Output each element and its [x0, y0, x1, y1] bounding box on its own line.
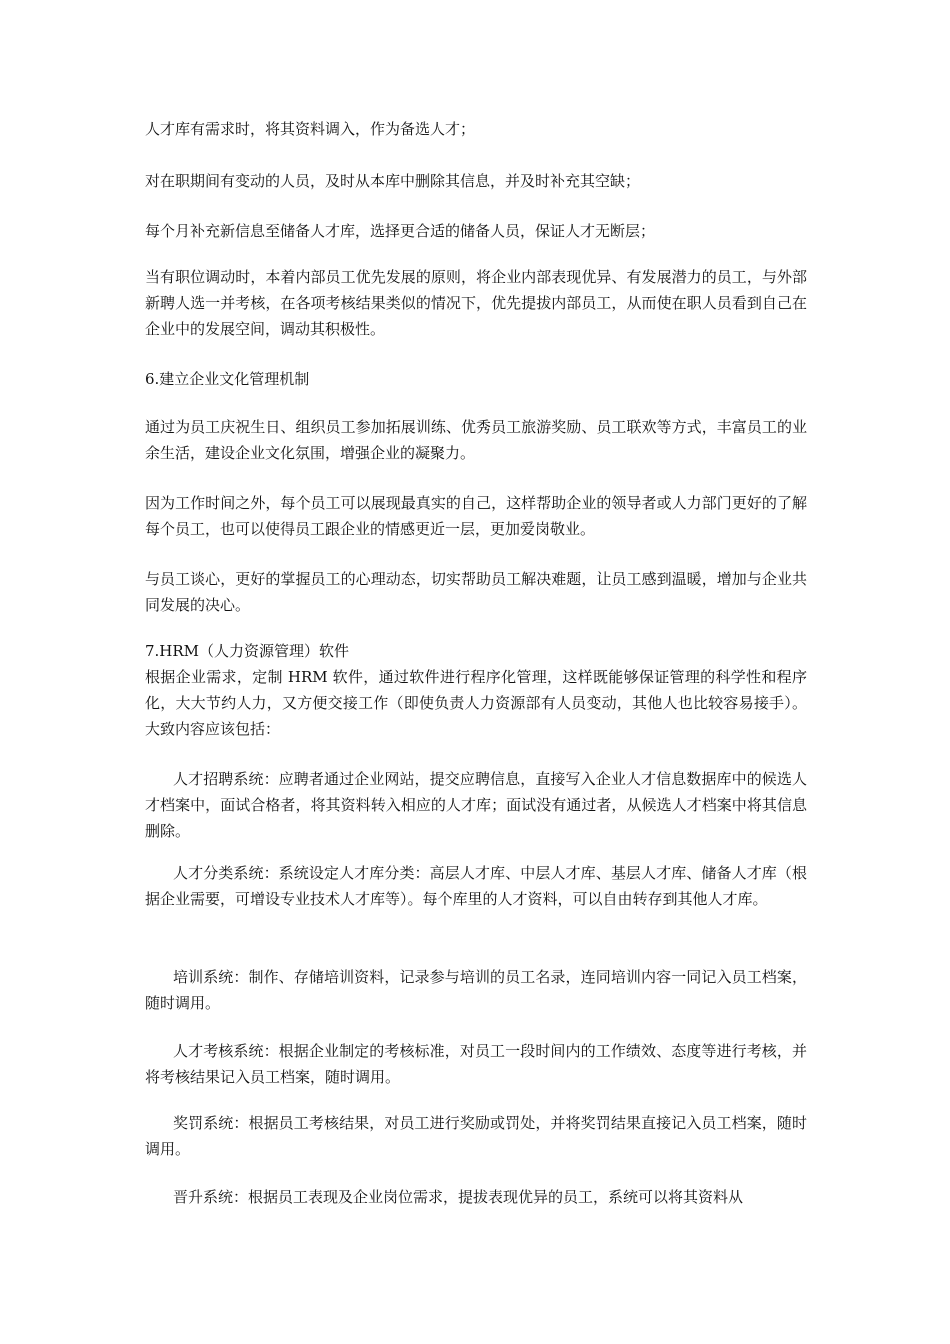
paragraph-internal-promotion: 当有职位调动时，本着内部员工优先发展的原则，将企业内部表现优异、有发展潜力的员工，与外部新聘人选一并考核，在各项考核结果类似的情况下，优先提拔内部员工，从而使在职人员看到自己在企业中的发展空间，调动其积极性。	[145, 268, 807, 338]
paragraph-assessment-system: 人才考核系统：根据企业制定的考核标准，对员工一段时间内的工作绩效、态度等进行考核，并将考核结果记入员工档案，随时调用。	[145, 1042, 807, 1086]
paragraph-employee-talks: 与员工谈心，更好的掌握员工的心理动态，切实帮助员工解决难题，让员工感到温暖，增加与企业共同发展的决心。	[145, 570, 807, 614]
paragraph-hrm-overview: 根据企业需求，定制 HRM 软件，通过软件进行程序化管理，这样既能够保证管理的科学性和程序化，大大节约人力，又方便交接工作（即使负责人力资源部有人员变动，其他人也比较容易接手）。大致内容应该包括：	[145, 668, 807, 738]
paragraph-reward-system: 奖罚系统：根据员工考核结果，对员工进行奖励或罚处，并将奖罚结果直接记入员工档案，随时调用。	[145, 1114, 807, 1158]
paragraph-staff-changes: 对在职期间有变动的人员，及时从本库中删除其信息，并及时补充其空缺；	[145, 172, 641, 190]
paragraph-training-system: 培训系统：制作、存储培训资料，记录参与培训的员工名录，连同培训内容一同记入员工档案，随时调用。	[145, 968, 807, 1012]
paragraph-off-work-benefits: 因为工作时间之外，每个员工可以展现最真实的自己，这样帮助企业的领导者或人力部门更好的了解每个员工，也可以使得员工跟企业的情感更近一层，更加爱岗敬业。	[145, 494, 807, 538]
paragraph-recruitment-system: 人才招聘系统：应聘者通过企业网站，提交应聘信息，直接写入企业人才信息数据库中的候选人才档案中，面试合格者，将其资料转入相应的人才库；面试没有通过者，从候选人才档案中将其信息删除。	[145, 770, 807, 840]
paragraph-monthly-reserve-update: 每个月补充新信息至储备人才库，选择更合适的储备人员，保证人才无断层；	[145, 222, 656, 240]
section-heading-culture: 6.建立企业文化管理机制	[145, 370, 310, 388]
paragraph-talent-pool-demand: 人才库有需求时，将其资料调入，作为备选人才；	[145, 120, 476, 138]
section-heading-hrm: 7.HRM（人力资源管理）软件	[145, 642, 350, 660]
paragraph-culture-activities: 通过为员工庆祝生日、组织员工参加拓展训练、优秀员工旅游奖励、员工联欢等方式，丰富员工的业余生活，建设企业文化氛围，增强企业的凝聚力。	[145, 418, 807, 462]
paragraph-promotion-system: 晋升系统：根据员工表现及企业岗位需求，提拔表现优异的员工，系统可以将其资料从	[173, 1188, 744, 1206]
paragraph-classification-system: 人才分类系统：系统设定人才库分类：高层人才库、中层人才库、基层人才库、储备人才库（根据企业需要，可增设专业技术人才库等）。每个库里的人才资料，可以自由转存到其他人才库。	[145, 864, 807, 908]
